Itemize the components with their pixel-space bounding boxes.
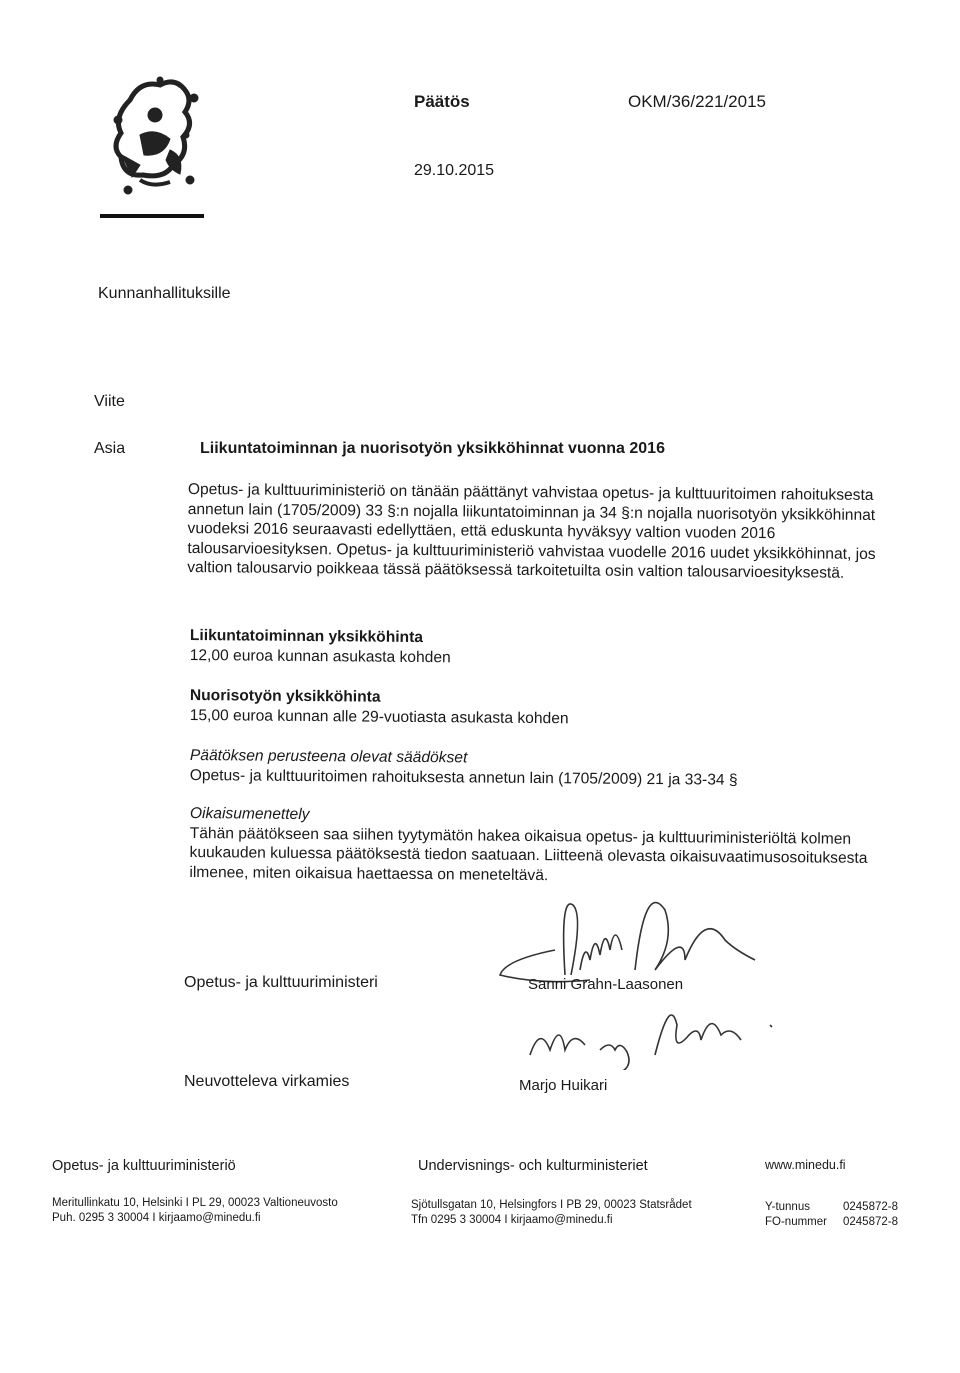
minister-role: Opetus- ja kulttuuriministeri [184, 974, 378, 991]
footer-contact-line: Tfn 0295 3 30004 I kirjaamo@minedu.fi [411, 1214, 613, 1226]
finnish-lion-crest-icon [100, 60, 212, 210]
advisor-name: Marjo Huikari [519, 1077, 608, 1094]
document-type: Päätös [414, 92, 470, 111]
footer-org-fi: Opetus- ja kulttuuriministeriö [52, 1158, 236, 1174]
intro-paragraph: Opetus- ja kulttuuriministeriö on tänään päättänyt vahvistaa opetus- ja kulttuuritoimen rahoituksesta annetun lain (1705/2009) 33 §:n nojalla liikuntatoiminnan ja 34 §:n nojalla nuorisotyön yksikköhinnat vuodeksi 2016 seuraavasti edellyttäen, että eduskunta hyväksyy valtion vuoden 2016 talousarvioesityksen. Opetus- ja kulttuuriministeriö vahvistaa vuodelle 2016 uudet yksikköhinnat, jos valtion talousarvio poikkeaa tässä päätöksessä tarkoitetuilta osin valtion talousarvioesityksestä. [187, 480, 876, 582]
section-heading: Päätöksen perusteena olevat säädökset [189, 746, 468, 767]
section-text: Tähän päätökseen saa siihen tyytymätön hakea oikaisua opetus- ja kulttuuriministeriöltä kolmen kuukauden kuluessa päätöksestä tiedon saatuaan. Liitteenä olevasta oikaisuvaatimusosoituksesta ilmenee, miten oikaisua haettaessa on meneteltävä. [189, 824, 868, 884]
recipient: Kunnanhallituksille [98, 285, 231, 302]
footer-business-ids [765, 1200, 898, 1230]
footer-address-sv [411, 1198, 692, 1228]
fonummer-row [765, 1215, 898, 1230]
ytunnus-label: Y-tunnus [765, 1201, 810, 1213]
footer-org-sv: Undervisnings- och kulturministeriet [418, 1158, 648, 1174]
ytunnus-value: 0245872-8 [843, 1201, 898, 1213]
fonummer-label: FO-nummer [765, 1216, 827, 1228]
subject-title: Liikuntatoiminnan ja nuorisotyön yksikköhinnat vuonna 2016 [200, 440, 665, 457]
header-rule [100, 214, 204, 218]
minister-name: Sanni Grahn-Laasonen [528, 976, 684, 993]
section-sports-unit-price [190, 626, 880, 671]
section-youth-unit-price [190, 686, 880, 731]
document-number: OKM/36/221/2015 [628, 92, 766, 111]
footer-website[interactable]: www.minedu.fi [765, 1158, 846, 1172]
section-legal-basis [190, 746, 880, 791]
footer-address-fi [52, 1196, 338, 1226]
footer-address-line: Meritullinkatu 10, Helsinki I PL 29, 00023 Valtioneuvosto [52, 1197, 338, 1209]
section-text: 12,00 euroa kunnan asukasta kohden [189, 646, 451, 666]
document-date: 29.10.2015 [414, 162, 495, 179]
footer-address-line: Sjötullsgatan 10, Helsingfors I PB 29, 00023 Statsrådet [411, 1199, 692, 1211]
section-text: 15,00 euroa kunnan alle 29-vuotiasta asukasta kohden [189, 706, 569, 727]
advisor-signature [520, 1010, 780, 1070]
section-appeal [189, 804, 880, 888]
section-heading: Liikuntatoiminnan yksikköhinta [189, 626, 424, 647]
section-heading: Nuorisotyön yksikköhinta [189, 686, 381, 706]
fonummer-value: 0245872-8 [843, 1216, 898, 1228]
ytunnus-row [765, 1200, 898, 1215]
subject-label: Asia [94, 440, 126, 457]
advisor-role: Neuvotteleva virkamies [184, 1073, 350, 1090]
reference-label: Viite [94, 393, 125, 410]
footer-contact-line: Puh. 0295 3 30004 I kirjaamo@minedu.fi [52, 1212, 261, 1224]
section-heading: Oikaisumenettely [189, 804, 310, 824]
section-text: Opetus- ja kulttuuritoimen rahoituksesta annetun lain (1705/2009) 21 ja 33-34 § [189, 766, 738, 789]
